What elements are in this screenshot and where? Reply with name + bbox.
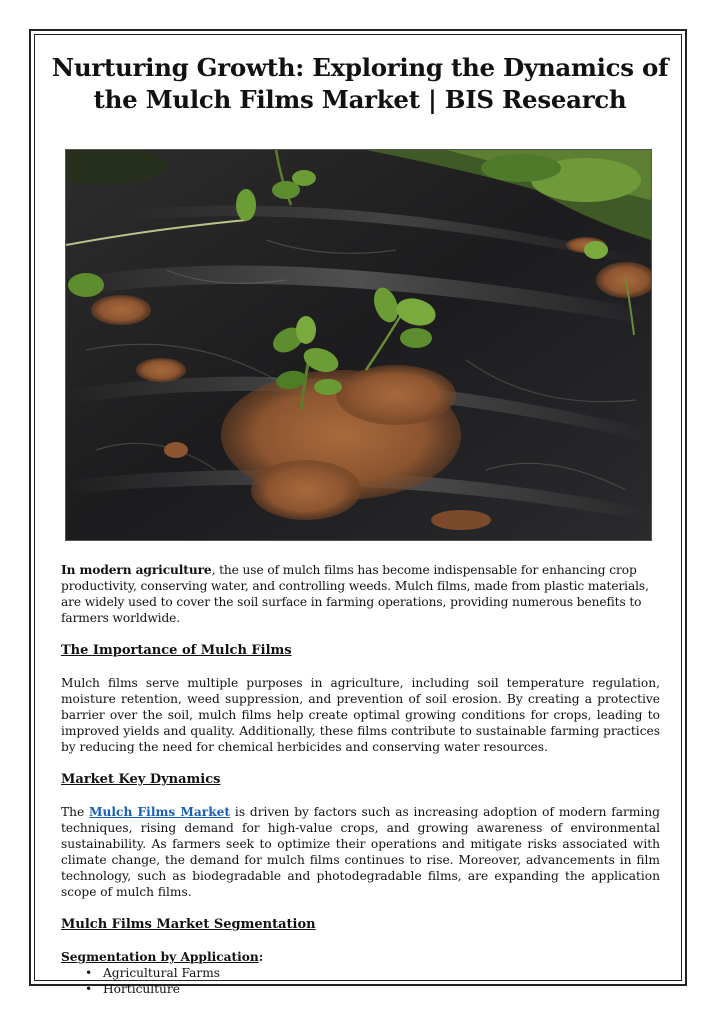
list-item: • Agricultural Farms xyxy=(103,965,660,981)
list-item: • Horticulture xyxy=(103,981,660,997)
importance-paragraph: Mulch films serve multiple purposes in agriculture, including soil temperature regulation, moisture retention, weed suppression, and prevention of soil erosion. By creating a protective barrier over the soil, mulch films help create optimal growing conditions for crops, leading to improved yields and quality. Additionally, these films contribute to sustainable farming practices by reducing the need for chemical herbicides and conserving water resources. xyxy=(61,676,660,754)
segmentation-by-application xyxy=(61,949,660,965)
heading-segmentation: Mulch Films Market Segmentation xyxy=(61,917,316,932)
intro-text: , the use of mulch films has become indispensable for enhancing crop productivity, conserving water, and controlling weeds. Mulch films, made from plastic materials, are widely used to cover the soil surface in farming operations, providing numerous benefits to farmers worldwide. xyxy=(61,563,649,625)
heading-importance: The Importance of Mulch Films xyxy=(61,643,292,658)
segmentation-colon: : xyxy=(258,950,264,964)
application-list xyxy=(61,965,660,997)
intro-lead: In modern agriculture xyxy=(61,563,212,577)
dynamics-pre: The xyxy=(61,805,90,819)
document-title: Nurturing Growth: Exploring the Dynamics of the Mulch Films Market | BIS Research xyxy=(51,53,669,114)
dynamics-paragraph xyxy=(61,804,660,900)
heading-market-dynamics: Market Key Dynamics xyxy=(61,772,221,787)
segmentation-label: Segmentation by Application xyxy=(61,950,259,964)
mulch-film-photo xyxy=(66,150,651,540)
mulch-films-market-link[interactable]: Mulch Films Market xyxy=(89,805,231,819)
article-body xyxy=(61,562,660,997)
dynamics-post: is driven by factors such as increasing adoption of modern farming techniques, rising demand for high-value crops, and growing awareness of environmental sustainability. As farmers seek to optimize their operations and mitigate risks associated with climate change, the demand for mulch films continues to rise. Moreover, advancements in film technology, such as biodegradable and photodegradable films, are expanding the application scope of mulch films. xyxy=(61,805,660,899)
intro-paragraph xyxy=(61,562,660,626)
photo-illustration xyxy=(66,150,651,540)
